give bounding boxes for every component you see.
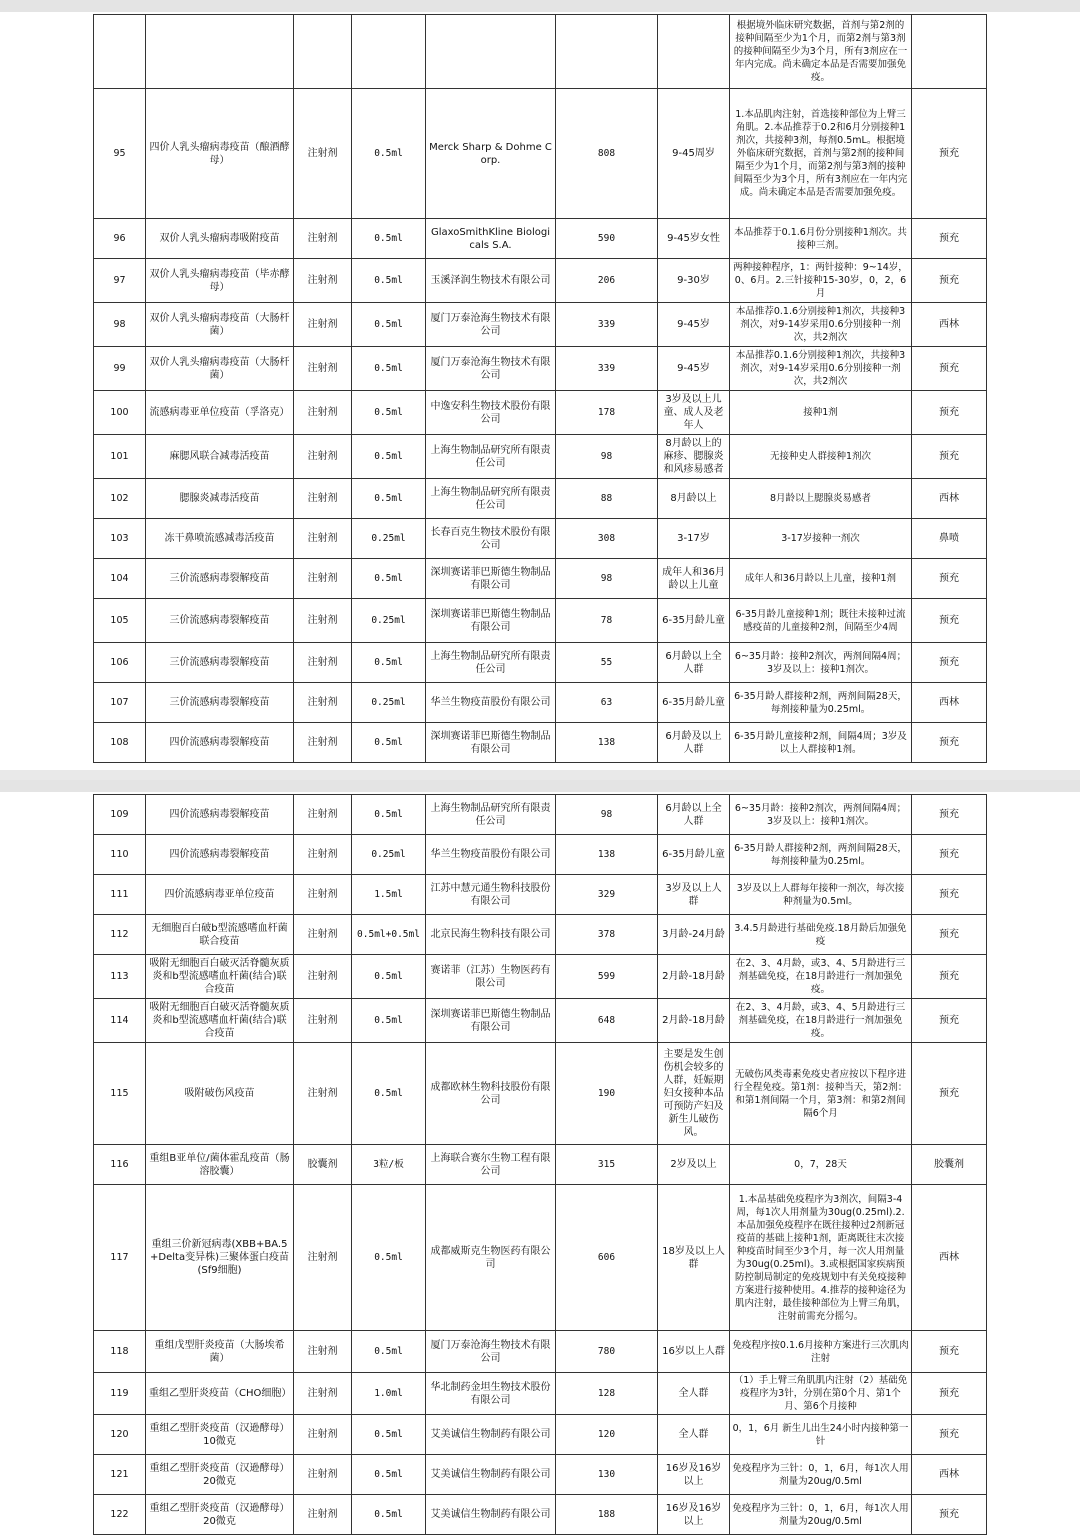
- dose-spec-cell: 0.5ml: [352, 559, 426, 599]
- row-id-cell: 118: [94, 1331, 146, 1373]
- schedule-note-cell: 3岁及以上人群每年接种一剂次，每次接种剂量为0.5ml。: [730, 875, 912, 915]
- packaging-cell: 预充: [912, 835, 987, 875]
- dosage-form-cell: 胶囊剂: [294, 1145, 352, 1185]
- dosage-form-cell: 注射剂: [294, 519, 352, 559]
- packaging-cell: 西林: [912, 479, 987, 519]
- vaccine-name-cell: 重组乙型肝炎疫苗（汉逊酵母）10微克: [146, 1415, 294, 1455]
- packaging-cell: 预充: [912, 875, 987, 915]
- vaccine-name-cell: 三价流感病毒裂解疫苗: [146, 559, 294, 599]
- target-age-cell: 16岁及16岁以上: [658, 1455, 730, 1495]
- packaging-cell: 鼻喷: [912, 519, 987, 559]
- schedule-note-cell: 6~35月龄：接种2剂次，两剂间隔4周；3岁及以上：接种1剂次。: [730, 795, 912, 835]
- vaccine-name-cell: 重组乙型肝炎疫苗（汉逊酵母）20微克: [146, 1495, 294, 1535]
- schedule-note-cell: 6~35月龄：接种2剂次，两剂间隔4周；3岁及以上：接种1剂次。: [730, 643, 912, 683]
- manufacturer-cell: 赛诺菲（江苏）生物医药有限公司: [426, 955, 556, 999]
- schedule-note-cell: 1.本品肌肉注射，首选接种部位为上臂三角肌。2.本品推荐于0.2和6月分别接种1剂次，共接种3剂，每剂0.5mL。根据境外临床研究数据，首剂与第2剂的接种间隔至少为1个月，而第2剂与第3剂的接种间隔至少为3个月，所有3剂应在一年内完成。尚未确定本品是否需要加强免疫。: [730, 89, 912, 219]
- vaccine-name-cell: 四价流感病毒裂解疫苗: [146, 835, 294, 875]
- price-cell: 780: [556, 1331, 658, 1373]
- price-cell: 378: [556, 915, 658, 955]
- dosage-form-cell: 注射剂: [294, 915, 352, 955]
- vaccine-name-cell: [146, 15, 294, 89]
- dosage-form-cell: 注射剂: [294, 835, 352, 875]
- price-cell: 138: [556, 835, 658, 875]
- price-cell: 55: [556, 643, 658, 683]
- vaccine-name-cell: 双价人乳头瘤病毒疫苗（毕赤酵母）: [146, 259, 294, 303]
- table-row: [94, 1415, 987, 1455]
- dosage-form-cell: 注射剂: [294, 303, 352, 347]
- manufacturer-cell: 北京民海生物科技有限公司: [426, 915, 556, 955]
- vaccine-table-page-2: [93, 794, 987, 1535]
- schedule-note-cell: 两种接种程序，1：两针接种：9~14岁，0、6月。2.三针接种15-30岁，0，2，6月: [730, 259, 912, 303]
- manufacturer-cell: 厦门万泰沧海生物技术有限公司: [426, 347, 556, 391]
- manufacturer-cell: 上海生物制品研究所有限责任公司: [426, 435, 556, 479]
- manufacturer-cell: 成都威斯克生物医药有限公司: [426, 1185, 556, 1331]
- price-cell: 138: [556, 723, 658, 763]
- dose-spec-cell: 0.5ml: [352, 723, 426, 763]
- manufacturer-cell: 艾美诚信生物制药有限公司: [426, 1455, 556, 1495]
- row-id-cell: [94, 15, 146, 89]
- vaccine-name-cell: 四价流感病毒裂解疫苗: [146, 723, 294, 763]
- manufacturer-cell: [426, 15, 556, 89]
- dosage-form-cell: 注射剂: [294, 89, 352, 219]
- vaccine-name-cell: 四价流感病毒亚单位疫苗: [146, 875, 294, 915]
- row-id-cell: 117: [94, 1185, 146, 1331]
- target-age-cell: 8月龄以上的麻疹、腮腺炎和风疹易感者: [658, 435, 730, 479]
- packaging-cell: 预充: [912, 795, 987, 835]
- price-cell: 648: [556, 999, 658, 1043]
- dose-spec-cell: 0.5ml+0.5ml: [352, 915, 426, 955]
- table-row: [94, 89, 987, 219]
- price-cell: 130: [556, 1455, 658, 1495]
- schedule-note-cell: 3.4.5月龄进行基础免疫.18月龄后加强免疫: [730, 915, 912, 955]
- manufacturer-cell: 玉溪泽润生物技术有限公司: [426, 259, 556, 303]
- manufacturer-cell: 江苏中慧元通生物科技股份有限公司: [426, 875, 556, 915]
- table-row: [94, 559, 987, 599]
- table-row: [94, 391, 987, 435]
- target-age-cell: 16岁以上人群: [658, 1331, 730, 1373]
- table-row: [94, 599, 987, 643]
- target-age-cell: 成年人和36月龄以上儿童: [658, 559, 730, 599]
- price-cell: 98: [556, 435, 658, 479]
- dosage-form-cell: 注射剂: [294, 683, 352, 723]
- price-cell: 128: [556, 1373, 658, 1415]
- row-id-cell: 99: [94, 347, 146, 391]
- schedule-note-cell: 0，1，6月 新生儿出生24小时内接种第一针: [730, 1415, 912, 1455]
- dosage-form-cell: 注射剂: [294, 1373, 352, 1415]
- dosage-form-cell: 注射剂: [294, 435, 352, 479]
- manufacturer-cell: Merck Sharp & Dohme Corp.: [426, 89, 556, 219]
- packaging-cell: 预充: [912, 999, 987, 1043]
- price-cell: 190: [556, 1043, 658, 1145]
- vaccine-name-cell: 麻腮风联合减毒活疫苗: [146, 435, 294, 479]
- page-top-strip: [0, 780, 1080, 792]
- row-id-cell: 104: [94, 559, 146, 599]
- row-id-cell: 101: [94, 435, 146, 479]
- schedule-note-cell: 本品推荐0.1.6分别接种1剂次，共接种3剂次，对9-14岁采用0.6分别接种一剂次，共2剂次: [730, 347, 912, 391]
- manufacturer-cell: 深圳赛诺菲巴斯德生物制品有限公司: [426, 723, 556, 763]
- table-row: [94, 1455, 987, 1495]
- table-row: [94, 1495, 987, 1535]
- dose-spec-cell: 0.25ml: [352, 599, 426, 643]
- price-cell: 315: [556, 1145, 658, 1185]
- table-row: [94, 1043, 987, 1145]
- target-age-cell: 9-45岁女性: [658, 219, 730, 259]
- schedule-note-cell: 免疫程序按0.1.6月接种方案进行三次肌肉注射: [730, 1331, 912, 1373]
- target-age-cell: 9-45岁: [658, 303, 730, 347]
- table-row: [94, 347, 987, 391]
- table-row: [94, 519, 987, 559]
- manufacturer-cell: GlaxoSmithKline Biologicals S.A.: [426, 219, 556, 259]
- dosage-form-cell: 注射剂: [294, 1415, 352, 1455]
- manufacturer-cell: 深圳赛诺菲巴斯德生物制品有限公司: [426, 599, 556, 643]
- price-cell: 120: [556, 1415, 658, 1455]
- vaccine-name-cell: 四价流感病毒裂解疫苗: [146, 795, 294, 835]
- manufacturer-cell: 华北制药金坦生物技术股份有限公司: [426, 1373, 556, 1415]
- table-row: [94, 643, 987, 683]
- table-row: [94, 15, 987, 89]
- row-id-cell: 108: [94, 723, 146, 763]
- vaccine-name-cell: 流感病毒亚单位疫苗（孚洛克）: [146, 391, 294, 435]
- manufacturer-cell: 厦门万泰沧海生物技术有限公司: [426, 1331, 556, 1373]
- vaccine-name-cell: 双价人乳头瘤病毒吸附疫苗: [146, 219, 294, 259]
- packaging-cell: 西林: [912, 683, 987, 723]
- row-id-cell: 96: [94, 219, 146, 259]
- table-row: [94, 1331, 987, 1373]
- manufacturer-cell: 华兰生物疫苗股份有限公司: [426, 835, 556, 875]
- vaccine-name-cell: 重组三价新冠病毒(XBB+BA.5+Delta变异株)三聚体蛋白疫苗(Sf9细胞): [146, 1185, 294, 1331]
- target-age-cell: 2月龄-18月龄: [658, 955, 730, 999]
- table-row: [94, 875, 987, 915]
- row-id-cell: 111: [94, 875, 146, 915]
- dosage-form-cell: [294, 15, 352, 89]
- target-age-cell: 3-17岁: [658, 519, 730, 559]
- price-cell: 590: [556, 219, 658, 259]
- manufacturer-cell: 深圳赛诺菲巴斯德生物制品有限公司: [426, 559, 556, 599]
- price-cell: 329: [556, 875, 658, 915]
- row-id-cell: 109: [94, 795, 146, 835]
- target-age-cell: 6-35月龄儿童: [658, 599, 730, 643]
- dosage-form-cell: 注射剂: [294, 795, 352, 835]
- dose-spec-cell: 0.5ml: [352, 999, 426, 1043]
- row-id-cell: 121: [94, 1455, 146, 1495]
- dosage-form-cell: 注射剂: [294, 479, 352, 519]
- packaging-cell: 预充: [912, 347, 987, 391]
- dose-spec-cell: 0.5ml: [352, 1043, 426, 1145]
- schedule-note-cell: 6-35月龄儿童接种1剂；既往未接种过流感疫苗的儿童接种2剂，间隔至少4周: [730, 599, 912, 643]
- target-age-cell: [658, 15, 730, 89]
- schedule-note-cell: 无破伤风类毒素免疫史者应按以下程序进行全程免疫。第1剂：接种当天，第2剂：和第1剂间隔一个月，第3剂：和第2剂间隔6个月: [730, 1043, 912, 1145]
- target-age-cell: 6-35月龄儿童: [658, 835, 730, 875]
- target-age-cell: 6月龄以上全人群: [658, 795, 730, 835]
- packaging-cell: 预充: [912, 1415, 987, 1455]
- schedule-note-cell: （1）手上臂三角肌肌内注射（2）基础免疫程序为3针，分别在第0个月、第1个月、第6个月接种: [730, 1373, 912, 1415]
- dose-spec-cell: 1.0ml: [352, 1373, 426, 1415]
- schedule-note-cell: 成年人和36月龄以上儿童，接种1剂: [730, 559, 912, 599]
- target-age-cell: 9-45周岁: [658, 89, 730, 219]
- row-id-cell: 113: [94, 955, 146, 999]
- packaging-cell: 胶囊剂: [912, 1145, 987, 1185]
- vaccine-name-cell: 三价流感病毒裂解疫苗: [146, 683, 294, 723]
- dose-spec-cell: 0.5ml: [352, 89, 426, 219]
- dose-spec-cell: 0.5ml: [352, 1185, 426, 1331]
- target-age-cell: 主要是发生创伤机会较多的人群，妊娠期妇女接种本品可预防产妇及新生儿破伤风。: [658, 1043, 730, 1145]
- manufacturer-cell: 成都欧林生物科技股份有限公司: [426, 1043, 556, 1145]
- vaccine-name-cell: 双价人乳头瘤病毒疫苗（大肠杆菌）: [146, 347, 294, 391]
- price-cell: 808: [556, 89, 658, 219]
- dosage-form-cell: 注射剂: [294, 1331, 352, 1373]
- schedule-note-cell: 根据境外临床研究数据，首剂与第2剂的接种间隔至少为1个月，而第2剂与第3剂的接种间隔至少为3个月，所有3剂应在一年内完成。尚未确定本品是否需要加强免疫。: [730, 15, 912, 89]
- table-row: [94, 435, 987, 479]
- target-age-cell: 6-35月龄儿童: [658, 683, 730, 723]
- dose-spec-cell: 0.5ml: [352, 479, 426, 519]
- dosage-form-cell: 注射剂: [294, 955, 352, 999]
- target-age-cell: 9-30岁: [658, 259, 730, 303]
- vaccine-name-cell: 重组B亚单位/菌体霍乱疫苗（肠溶胶囊）: [146, 1145, 294, 1185]
- dose-spec-cell: [352, 15, 426, 89]
- dosage-form-cell: 注射剂: [294, 219, 352, 259]
- schedule-note-cell: 在2、3、4月龄，或3、4、5月龄进行三剂基础免疫，在18月龄进行一剂加强免疫。: [730, 999, 912, 1043]
- dosage-form-cell: 注射剂: [294, 259, 352, 303]
- target-age-cell: 8月龄以上: [658, 479, 730, 519]
- manufacturer-cell: 厦门万泰沧海生物技术有限公司: [426, 303, 556, 347]
- packaging-cell: 预充: [912, 723, 987, 763]
- packaging-cell: 预充: [912, 1331, 987, 1373]
- dose-spec-cell: 3粒/板: [352, 1145, 426, 1185]
- packaging-cell: 西林: [912, 1455, 987, 1495]
- manufacturer-cell: 上海生物制品研究所有限责任公司: [426, 643, 556, 683]
- dose-spec-cell: 0.5ml: [352, 347, 426, 391]
- target-age-cell: 全人群: [658, 1415, 730, 1455]
- schedule-note-cell: 8月龄以上腮腺炎易感者: [730, 479, 912, 519]
- dose-spec-cell: 0.5ml: [352, 219, 426, 259]
- row-id-cell: 103: [94, 519, 146, 559]
- table-row: [94, 259, 987, 303]
- packaging-cell: 预充: [912, 259, 987, 303]
- price-cell: 78: [556, 599, 658, 643]
- row-id-cell: 112: [94, 915, 146, 955]
- packaging-cell: 预充: [912, 955, 987, 999]
- table-row: [94, 303, 987, 347]
- table-row: [94, 915, 987, 955]
- table-row: [94, 955, 987, 999]
- vaccine-name-cell: 吸附无细胞百白破灭活脊髓灰质炎和b型流感嗜血杆菌(结合)联合疫苗: [146, 955, 294, 999]
- dose-spec-cell: 0.5ml: [352, 1415, 426, 1455]
- price-cell: 599: [556, 955, 658, 999]
- target-age-cell: 9-45岁: [658, 347, 730, 391]
- price-cell: 98: [556, 559, 658, 599]
- vaccine-name-cell: 冻干鼻喷流感减毒活疫苗: [146, 519, 294, 559]
- table-row: [94, 1185, 987, 1331]
- table-body: [94, 795, 987, 1535]
- packaging-cell: 预充: [912, 1495, 987, 1535]
- price-cell: 606: [556, 1185, 658, 1331]
- schedule-note-cell: 0，7，28天: [730, 1145, 912, 1185]
- dosage-form-cell: 注射剂: [294, 391, 352, 435]
- dose-spec-cell: 0.5ml: [352, 955, 426, 999]
- vaccine-name-cell: 吸附无细胞百白破灭活脊髓灰质炎和b型流感嗜血杆菌(结合)联合疫苗: [146, 999, 294, 1043]
- document-page-2: [0, 780, 1080, 1537]
- vaccine-table-page-1: [93, 14, 987, 763]
- dosage-form-cell: 注射剂: [294, 875, 352, 915]
- target-age-cell: 3岁及以上儿童、成人及老年人: [658, 391, 730, 435]
- dose-spec-cell: 0.5ml: [352, 259, 426, 303]
- manufacturer-cell: 上海联合赛尔生物工程有限公司: [426, 1145, 556, 1185]
- price-cell: 206: [556, 259, 658, 303]
- manufacturer-cell: 上海生物制品研究所有限责任公司: [426, 479, 556, 519]
- target-age-cell: 16岁及16岁以上: [658, 1495, 730, 1535]
- price-cell: 339: [556, 347, 658, 391]
- row-id-cell: 116: [94, 1145, 146, 1185]
- manufacturer-cell: 长春百克生物技术股份有限公司: [426, 519, 556, 559]
- target-age-cell: 2月龄-18月龄: [658, 999, 730, 1043]
- schedule-note-cell: 3-17岁接种一剂次: [730, 519, 912, 559]
- packaging-cell: 预充: [912, 219, 987, 259]
- vaccine-name-cell: 无细胞百白破b型流感嗜血杆菌联合疫苗: [146, 915, 294, 955]
- manufacturer-cell: 上海生物制品研究所有限责任公司: [426, 795, 556, 835]
- price-cell: [556, 15, 658, 89]
- vaccine-name-cell: 重组乙型肝炎疫苗（CHO细胞）: [146, 1373, 294, 1415]
- price-cell: 308: [556, 519, 658, 559]
- table-row: [94, 219, 987, 259]
- schedule-note-cell: 本品推荐0.1.6分别接种1剂次，共接种3剂次，对9-14岁采用0.6分别接种一剂次，共2剂次: [730, 303, 912, 347]
- row-id-cell: 107: [94, 683, 146, 723]
- table-row: [94, 479, 987, 519]
- packaging-cell: 预充: [912, 643, 987, 683]
- vaccine-name-cell: 吸附破伤风疫苗: [146, 1043, 294, 1145]
- dose-spec-cell: 0.25ml: [352, 835, 426, 875]
- row-id-cell: 95: [94, 89, 146, 219]
- packaging-cell: [912, 15, 987, 89]
- row-id-cell: 106: [94, 643, 146, 683]
- dosage-form-cell: 注射剂: [294, 723, 352, 763]
- packaging-cell: 预充: [912, 89, 987, 219]
- target-age-cell: 3岁及以上人群: [658, 875, 730, 915]
- vaccine-name-cell: 腮腺炎减毒活疫苗: [146, 479, 294, 519]
- row-id-cell: 110: [94, 835, 146, 875]
- dose-spec-cell: 1.5ml: [352, 875, 426, 915]
- packaging-cell: 预充: [912, 435, 987, 479]
- row-id-cell: 120: [94, 1415, 146, 1455]
- dose-spec-cell: 0.5ml: [352, 1455, 426, 1495]
- dosage-form-cell: 注射剂: [294, 599, 352, 643]
- dosage-form-cell: 注射剂: [294, 347, 352, 391]
- dosage-form-cell: 注射剂: [294, 559, 352, 599]
- table-row: [94, 1373, 987, 1415]
- vaccine-name-cell: 双价人乳头瘤病毒疫苗（大肠杆菌）: [146, 303, 294, 347]
- row-id-cell: 97: [94, 259, 146, 303]
- row-id-cell: 100: [94, 391, 146, 435]
- vaccine-name-cell: 三价流感病毒裂解疫苗: [146, 599, 294, 643]
- manufacturer-cell: 艾美诚信生物制药有限公司: [426, 1415, 556, 1455]
- packaging-cell: 预充: [912, 1373, 987, 1415]
- dose-spec-cell: 0.5ml: [352, 435, 426, 479]
- target-age-cell: 3月龄-24月龄: [658, 915, 730, 955]
- table-row: [94, 999, 987, 1043]
- dosage-form-cell: 注射剂: [294, 1185, 352, 1331]
- table-body: [94, 15, 987, 763]
- packaging-cell: 预充: [912, 599, 987, 643]
- table-row: [94, 683, 987, 723]
- schedule-note-cell: 接种1剂: [730, 391, 912, 435]
- dose-spec-cell: 0.5ml: [352, 1331, 426, 1373]
- manufacturer-cell: 华兰生物疫苗股份有限公司: [426, 683, 556, 723]
- table-row: [94, 835, 987, 875]
- vaccine-name-cell: 重组戊型肝炎疫苗（大肠埃希菌）: [146, 1331, 294, 1373]
- dose-spec-cell: 0.5ml: [352, 643, 426, 683]
- manufacturer-cell: 深圳赛诺菲巴斯德生物制品有限公司: [426, 999, 556, 1043]
- dose-spec-cell: 0.25ml: [352, 683, 426, 723]
- price-cell: 88: [556, 479, 658, 519]
- target-age-cell: 全人群: [658, 1373, 730, 1415]
- dosage-form-cell: 注射剂: [294, 999, 352, 1043]
- dosage-form-cell: 注射剂: [294, 1495, 352, 1535]
- price-cell: 188: [556, 1495, 658, 1535]
- row-id-cell: 122: [94, 1495, 146, 1535]
- row-id-cell: 102: [94, 479, 146, 519]
- price-cell: 339: [556, 303, 658, 347]
- vaccine-name-cell: 三价流感病毒裂解疫苗: [146, 643, 294, 683]
- schedule-note-cell: 6-35月龄人群接种2剂，两剂间隔28天，每剂接种量为0.25ml。: [730, 835, 912, 875]
- row-id-cell: 114: [94, 999, 146, 1043]
- row-id-cell: 119: [94, 1373, 146, 1415]
- schedule-note-cell: 在2、3、4月龄，或3、4、5月龄进行三剂基础免疫，在18月龄进行一剂加强免疫。: [730, 955, 912, 999]
- target-age-cell: 2岁及以上: [658, 1145, 730, 1185]
- manufacturer-cell: 艾美诚信生物制药有限公司: [426, 1495, 556, 1535]
- dose-spec-cell: 0.5ml: [352, 391, 426, 435]
- dose-spec-cell: 0.25ml: [352, 519, 426, 559]
- target-age-cell: 6月龄及以上人群: [658, 723, 730, 763]
- packaging-cell: 西林: [912, 1185, 987, 1331]
- dosage-form-cell: 注射剂: [294, 1043, 352, 1145]
- vaccine-name-cell: 四价人乳头瘤病毒疫苗（酿酒酵母）: [146, 89, 294, 219]
- manufacturer-cell: 中逸安科生物技术股份有限公司: [426, 391, 556, 435]
- target-age-cell: 6月龄以上全人群: [658, 643, 730, 683]
- schedule-note-cell: 免疫程序为三针：0，1，6月，每1次人用剂量为20ug/0.5ml: [730, 1455, 912, 1495]
- schedule-note-cell: 本品推荐于0.1.6月份分别接种1剂次。共接种三剂。: [730, 219, 912, 259]
- row-id-cell: 115: [94, 1043, 146, 1145]
- packaging-cell: 预充: [912, 391, 987, 435]
- schedule-note-cell: 6-35月龄儿童接种2剂，间隔4周；3岁及以上人群接种1剂。: [730, 723, 912, 763]
- price-cell: 63: [556, 683, 658, 723]
- dose-spec-cell: 0.5ml: [352, 1495, 426, 1535]
- table-row: [94, 723, 987, 763]
- row-id-cell: 105: [94, 599, 146, 643]
- schedule-note-cell: 6-35月龄人群接种2剂，两剂间隔28天，每剂接种量为0.25ml。: [730, 683, 912, 723]
- page-top-strip: [0, 0, 1080, 12]
- schedule-note-cell: 1.本品基础免疫程序为3剂次，间隔3-4周，每1次人用剂量为30ug(0.25ml).2.本品加强免疫程序在既往接种过2剂新冠疫苗的基础上接种1剂，距离既往末次接种疫苗时间至少3个月，每一次人用剂量为30ug(0.25ml)。3.或根据国家疾病预防控制局制定的免疫规划中有关免疫接种方案进行接种使用。4.推荐的接种途径为肌内注射，最佳接种部位为上臂三角肌，注射前需充分摇匀。: [730, 1185, 912, 1331]
- price-cell: 178: [556, 391, 658, 435]
- vaccine-name-cell: 重组乙型肝炎疫苗（汉逊酵母）20微克: [146, 1455, 294, 1495]
- price-cell: 98: [556, 795, 658, 835]
- table-row: [94, 1145, 987, 1185]
- packaging-cell: 预充: [912, 559, 987, 599]
- table-row: [94, 795, 987, 835]
- packaging-cell: 西林: [912, 303, 987, 347]
- packaging-cell: 预充: [912, 915, 987, 955]
- schedule-note-cell: 免疫程序为三针：0，1，6月，每1次人用剂量为20ug/0.5ml: [730, 1495, 912, 1535]
- schedule-note-cell: 无接种史人群接种1剂次: [730, 435, 912, 479]
- dosage-form-cell: 注射剂: [294, 1455, 352, 1495]
- row-id-cell: 98: [94, 303, 146, 347]
- target-age-cell: 18岁及以上人群: [658, 1185, 730, 1331]
- packaging-cell: 预充: [912, 1043, 987, 1145]
- dose-spec-cell: 0.5ml: [352, 303, 426, 347]
- dosage-form-cell: 注射剂: [294, 643, 352, 683]
- dose-spec-cell: 0.5ml: [352, 795, 426, 835]
